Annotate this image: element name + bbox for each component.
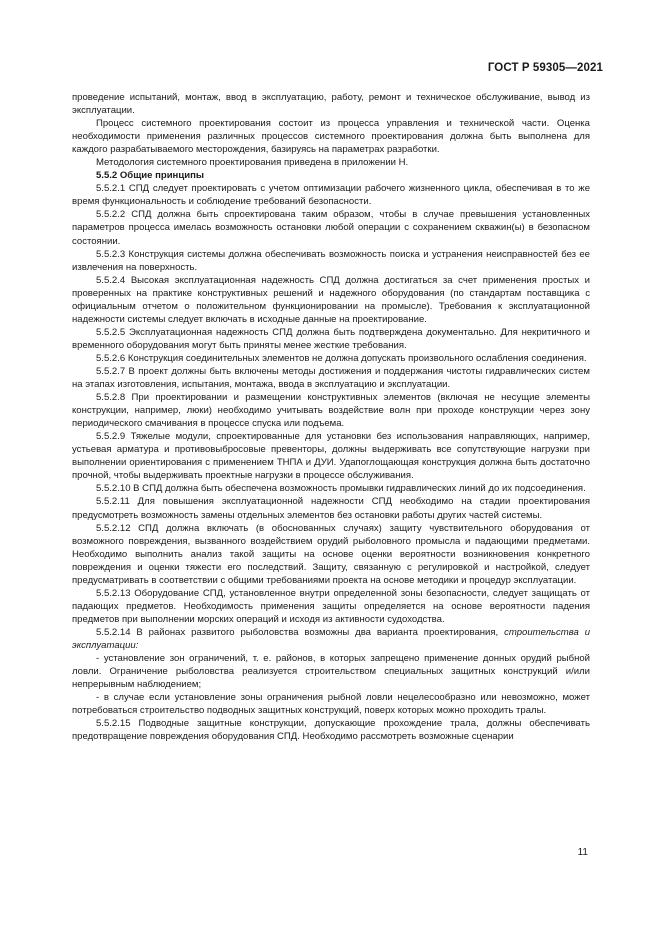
clause-5-5-2-8: 5.5.2.8 При проектировании и размещении конструктивных элементов (включая не несущие элементы конструкции, например, люки) необходимо учитывать воздействие волн при проходе конструкции через зону периодического смачивания в процессе спуска или подъема. — [72, 392, 590, 430]
clause-5-5-2-11: 5.5.2.11 Для повышения эксплуатационной надежности СПД необходимо на стадии проектирования предусмотреть возможность замены отдельных элементов без остановки работы других частей системы. — [72, 496, 590, 521]
clause-5-5-2-14-italic: строительства и эксплуатации: — [72, 626, 591, 651]
clause-5-5-2-6: 5.5.2.6 Конструкция соединительных элементов не должна допускать произвольного ослабления соединения. — [96, 352, 587, 364]
clause-5-5-2-10: 5.5.2.10 В СПД должна быть обеспечена возможность промывки гидравлических линий до их подсоединения. — [96, 483, 586, 495]
section-heading: 5.5.2 Общие принципы — [96, 170, 204, 182]
clause-5-5-2-4: 5.5.2.4 Высокая эксплуатационная надежность СПД должна достигаться за счет применения простых и проверенных на практике конструктивных решений и надежного оборудования (по стандартам поставщика с официальным отчетом о положительном функционировании на промысле). Требования к эксплуатационной надежности системы следует включать в исходные данные на проектирование. — [72, 274, 590, 325]
clause-5-5-2-13: 5.5.2.13 Оборудование СПД, установленное внутри определенной зоны безопасности, следует защищать от падающих предметов. Необходимость применения защиты определяется на основе вероятности падения предметов при выполнении морских операций и исходя из активности судоходства. — [72, 587, 590, 625]
bullet-item-restriction-zones: - установление зон ограничений, т. е. районов, в которых запрещено применение донных орудий рыбной ловли. Ограничение рыболовства реализуется строительством специальных защитных конструкций и/или непрерывным наблюдением; — [72, 653, 590, 691]
clause-5-5-2-1: 5.5.2.1 СПД следует проектировать с учетом оптимизации рабочего жизненного цикла, обеспечивая в то же время функциональность и соблюдение требований безопасности. — [72, 183, 590, 208]
document-body — [72, 91, 590, 743]
clause-5-5-2-7: 5.5.2.7 В проект должны быть включены методы достижения и поддержания чистоты гидравлических систем на этапах изготовления, испытания, монтажа, ввода в эксплуатацию и эксплуатации. — [72, 365, 590, 391]
clause-5-5-2-5: 5.5.2.5 Эксплуатационная надежность СПД должна быть подтверждена документально. Для некритичного и временного оборудования могут быть приняты менее жесткие требования. — [72, 326, 590, 351]
clause-5-5-2-3: 5.5.2.3 Конструкция системы должна обеспечивать возможность поиска и устранения неисправностей без ее извлечения на поверхность. — [72, 248, 590, 273]
bullet-item-protective-structures: - в случае если установление зоны ограничения рыбной ловли нецелесообразно или невозможно, может потребоваться строительство подводных защитных конструкций, поверх которых можно проходить тралы. — [72, 692, 590, 717]
paragraph-methodology: Методология системного проектирования приведена в приложении Н. — [96, 157, 409, 169]
clause-5-5-2-12: 5.5.2.12 СПД должна включать (в обоснованных случаях) защиту чувствительного оборудования от возможного повреждения, вызванного воздействием орудий рыболовного промысла и падающими предметами. Необходимо выполнить анализ такой защиты на основе оценки вероятности возникновения конкретного повреждения и оценки тяжести его последствий. Защиту, связанную с регулировкой и настройкой, следует предусматривать в соответствии с общими требованиями проекта на основе методики и процедур эксплуатации. — [72, 522, 590, 586]
clause-5-5-2-2: 5.5.2.2 СПД должна быть спроектирована таким образом, чтобы в случае превышения установленных параметров процесса имелась возможность остановки любой операции с сохранением скважин(ы) в безопасном состоянии. — [72, 209, 590, 247]
paragraph-process: Процесс системного проектирования состоит из процесса управления и технической части. Оценка необходимости применения различных процессов системного проектирования должна быть выполнена для каждого разрабатываемого месторождения, базируясь на параметрах разработки. — [72, 118, 590, 156]
clause-5-5-2-15: 5.5.2.15 Подводные защитные конструкции, допускающие прохождение трала, должны обеспечивать предотвращение повреждения оборудования СПД. Необходимо рассмотреть возможные сценарии — [72, 718, 590, 743]
clause-5-5-2-14-text: 5.5.2.14 В районах развитого рыболовства возможны два варианта проектирования, — [96, 626, 499, 638]
document-code-header: ГОСТ Р 59305—2021 — [487, 62, 603, 74]
clause-5-5-2-14 — [72, 626, 590, 652]
clause-5-5-2-9: 5.5.2.9 Тяжелые модули, спроектированные для установки без использования направляющих, например, устьевая арматура и противовыбросовые превенторы, должны выдерживать все сопутствующие нагрузки при выполнении ориентирования с применением ТНПА и ДУИ. Удапоглощающая конструкция должна быть достаточно прочной, чтобы выдерживать проектные нагрузки в процессе обслуживания. — [72, 431, 590, 482]
paragraph-intro: проведение испытаний, монтаж, ввод в эксплуатацию, работу, ремонт и техническое обслуживание, вывод из эксплуатации. — [72, 92, 590, 117]
page-number: 11 — [577, 847, 588, 858]
